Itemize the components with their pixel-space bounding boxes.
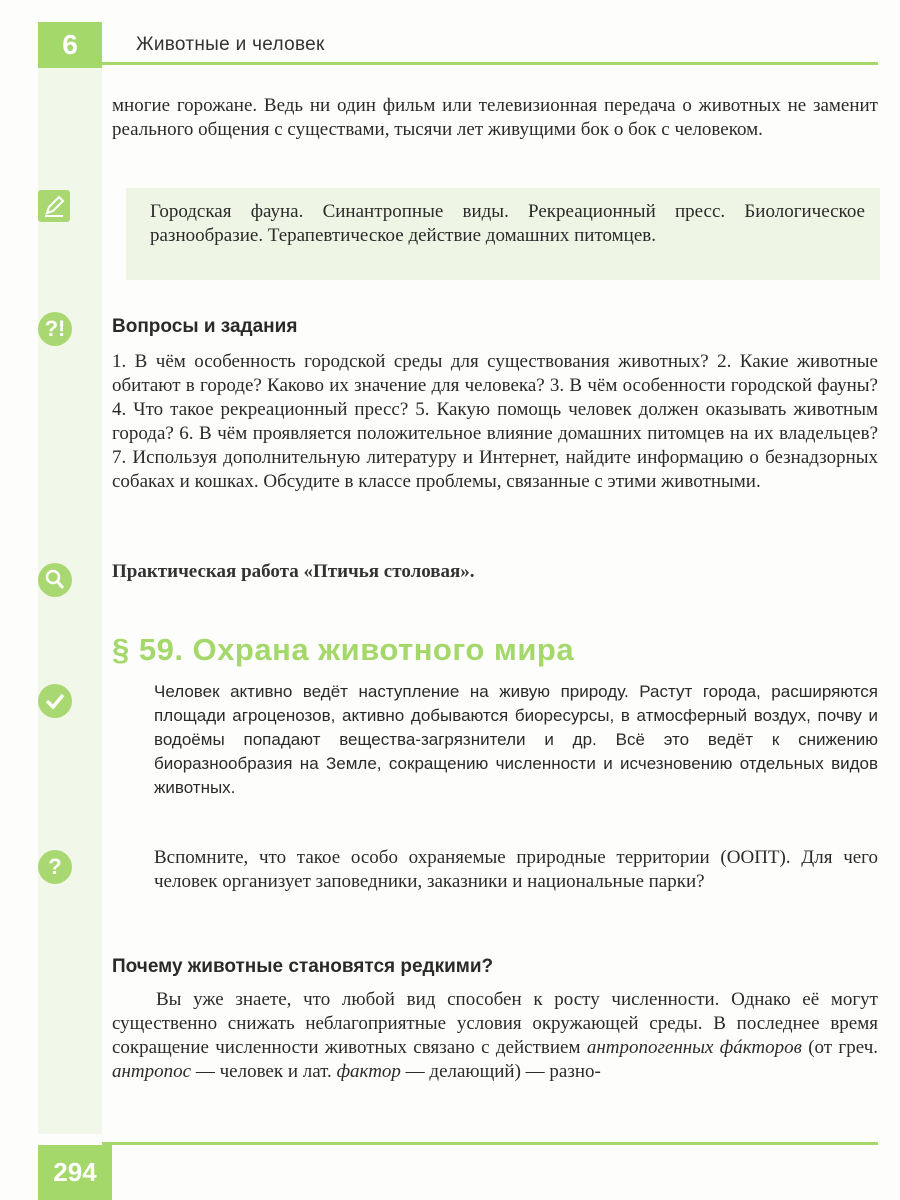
pencil-icon — [38, 190, 70, 222]
question-exclaim-icon: ?! — [38, 312, 72, 346]
section-title: § 59. Охрана животного мира — [112, 632, 575, 667]
footer-rule — [102, 1142, 878, 1145]
subheading: Почему животные становятся редкими? — [112, 956, 494, 977]
body-mid2: — человек и лат. — [191, 1061, 337, 1082]
body-paragraph — [112, 988, 878, 1084]
intro-paragraph: многие горожане. Ведь ни один фильм или телевизионная передача о животных не заменит реального общения с существами, тысячи лет живущими бок о бок с человеком. — [112, 95, 878, 140]
term-anthropogenic: антропогенных фáкторов — [586, 1037, 802, 1058]
questions-text: 1. В чём особенность городской среды для существования животных? 2. Какие животные обитают в городе? Каково их значение для человека? 3. В чём особенности городской фауны? 4. Что такое рекреационный пресс? 5. Какую помощь человек должен оказывать животным города? 6. В чём проявляется положительное влияние домашних питомцев на их владельцев? 7. Используя дополнительную литературу и Интернет, найдите информацию о безнадзорных собаках и кошках. Обсудите в классе проблемы, связанные с этими животными. — [112, 351, 878, 492]
section-intro: Человек активно ведёт наступление на живую природу. Растут города, расширяются площади агроценозов, активно добываются биоресурсы, в атмосферный воздух, почву и водоёмы попадают вещества-загрязнители и др. Всё это ведёт к снижению биоразнообразия на Земле, сокращению численности и исчезновению отдельных видов животных. — [154, 682, 878, 797]
questions-heading: Вопросы и задания — [112, 316, 298, 337]
practical-work: Практическая работа «Птичья столовая». — [112, 561, 475, 582]
body-start: Вы уже знаете, что любой вид способен к росту численности. Однако её могут существенно снижать неблагоприятные условия окружающей среды. В последнее время сокращение численности животных связано с действием — [112, 989, 878, 1058]
body-end: — делающий) — разно- — [400, 1061, 601, 1082]
magnifier-icon — [38, 563, 72, 597]
term-anthropos: антропос — [112, 1061, 192, 1082]
sidebar-band — [38, 64, 102, 1134]
page-number: 294 — [38, 1145, 112, 1200]
header-rule — [102, 62, 878, 65]
body-mid1: (от греч. — [801, 1037, 878, 1058]
recall-text: Вспомните, что такое особо охраняемые природные территории (ООПТ). Для чего человек организует заповедники, заказники и национальные парки? — [154, 847, 878, 892]
term-factor: фактор — [336, 1061, 401, 1082]
check-icon — [38, 684, 72, 718]
question-icon: ? — [38, 850, 72, 884]
chapter-number: 6 — [38, 22, 102, 68]
chapter-title: Животные и человек — [136, 34, 325, 55]
keywords-text: Городская фауна. Синантропные виды. Рекреационный пресс. Биологическое разнообразие. Терапевтическое действие домашних питомцев. — [150, 201, 865, 246]
